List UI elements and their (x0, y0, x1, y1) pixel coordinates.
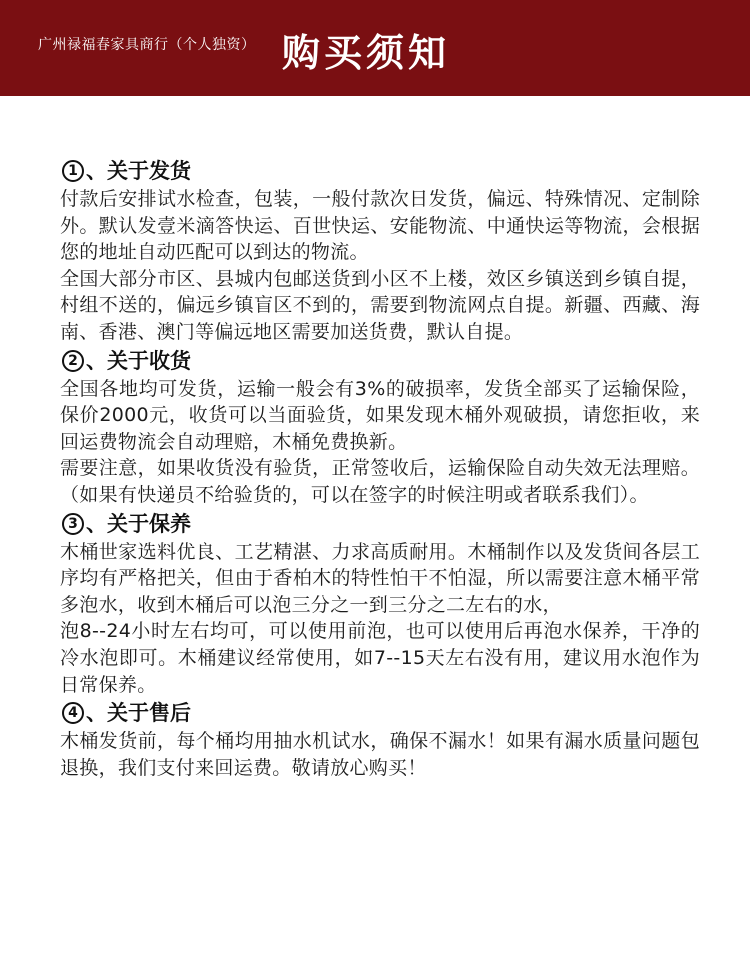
notice-content (60, 156, 700, 781)
store-name: 广州禄福春家具商行（个人独资） (38, 37, 256, 53)
section-heading (60, 509, 700, 539)
header-banner (0, 0, 750, 96)
paragraph: 木桶世家选料优良、工艺精湛、力求高质耐用。木桶制作以及发货间各层工序均有严格把关，但由于香柏木的特性怕干不怕湿，所以需要注意木桶平常多泡水，收到木桶后可以泡三分之一到三分之二左右的水， (60, 540, 700, 616)
page-title: 购买须知 (282, 30, 451, 75)
section-title: 、关于保养 (86, 511, 191, 536)
circled-number-icon: 3 (62, 513, 84, 535)
paragraph: 木桶发货前，每个桶均用抽水机试水，确保不漏水！如果有漏水质量问题包退换，我们支付来回运费。敬请放心购买！ (60, 730, 700, 779)
paragraph: 全国大部分市区、县城内包邮送货到小区不上楼，效区乡镇送到乡镇自提，村组不送的，偏远乡镇盲区不到的，需要到物流网点自提。新疆、西藏、海南、香港、澳门等偏远地区需要加送货费，默认自提。 (60, 267, 700, 343)
circled-number-icon: 2 (62, 350, 84, 372)
paragraph: 付款后安排试水检查，包装，一般付款次日发货，偏远、特殊情况、定制除外。默认发壹米滴答快运、百世快运、安能物流、中通快运等物流，会根据您的地址自动匹配可以到达的物流。 (60, 188, 700, 264)
section-heading (60, 698, 700, 728)
section-maintenance (60, 509, 700, 699)
paragraph: 需要注意，如果收货没有验货，正常签收后，运输保险自动失效无法理赔。（如果有快递员不给验货的，可以在签字的时候注明或者联系我们）。 (60, 457, 700, 506)
section-title: 、关于收货 (86, 348, 191, 373)
section-receiving (60, 346, 700, 509)
section-title: 、关于售后 (86, 701, 191, 726)
circled-number-icon: 4 (62, 702, 84, 724)
section-heading (60, 156, 700, 186)
section-title: 、关于发货 (86, 159, 191, 183)
paragraph: 泡8--24小时左右均可，可以使用前泡，也可以使用后再泡水保养，干净的冷水泡即可。木桶建议经常使用，如7--15天左右没有用，建议用水泡作为日常保养。 (60, 620, 700, 696)
section-after-sales (60, 698, 700, 781)
section-heading (60, 346, 700, 376)
section-shipping (60, 156, 700, 346)
paragraph: 全国各地均可发货，运输一般会有3%的破损率，发货全部买了运输保险，保价2000元，收货可以当面验货，如果发现木桶外观破损，请您拒收，来回运费物流会自动理赔，木桶免费换新。 (60, 377, 700, 453)
circled-number-icon: 1 (62, 160, 84, 182)
